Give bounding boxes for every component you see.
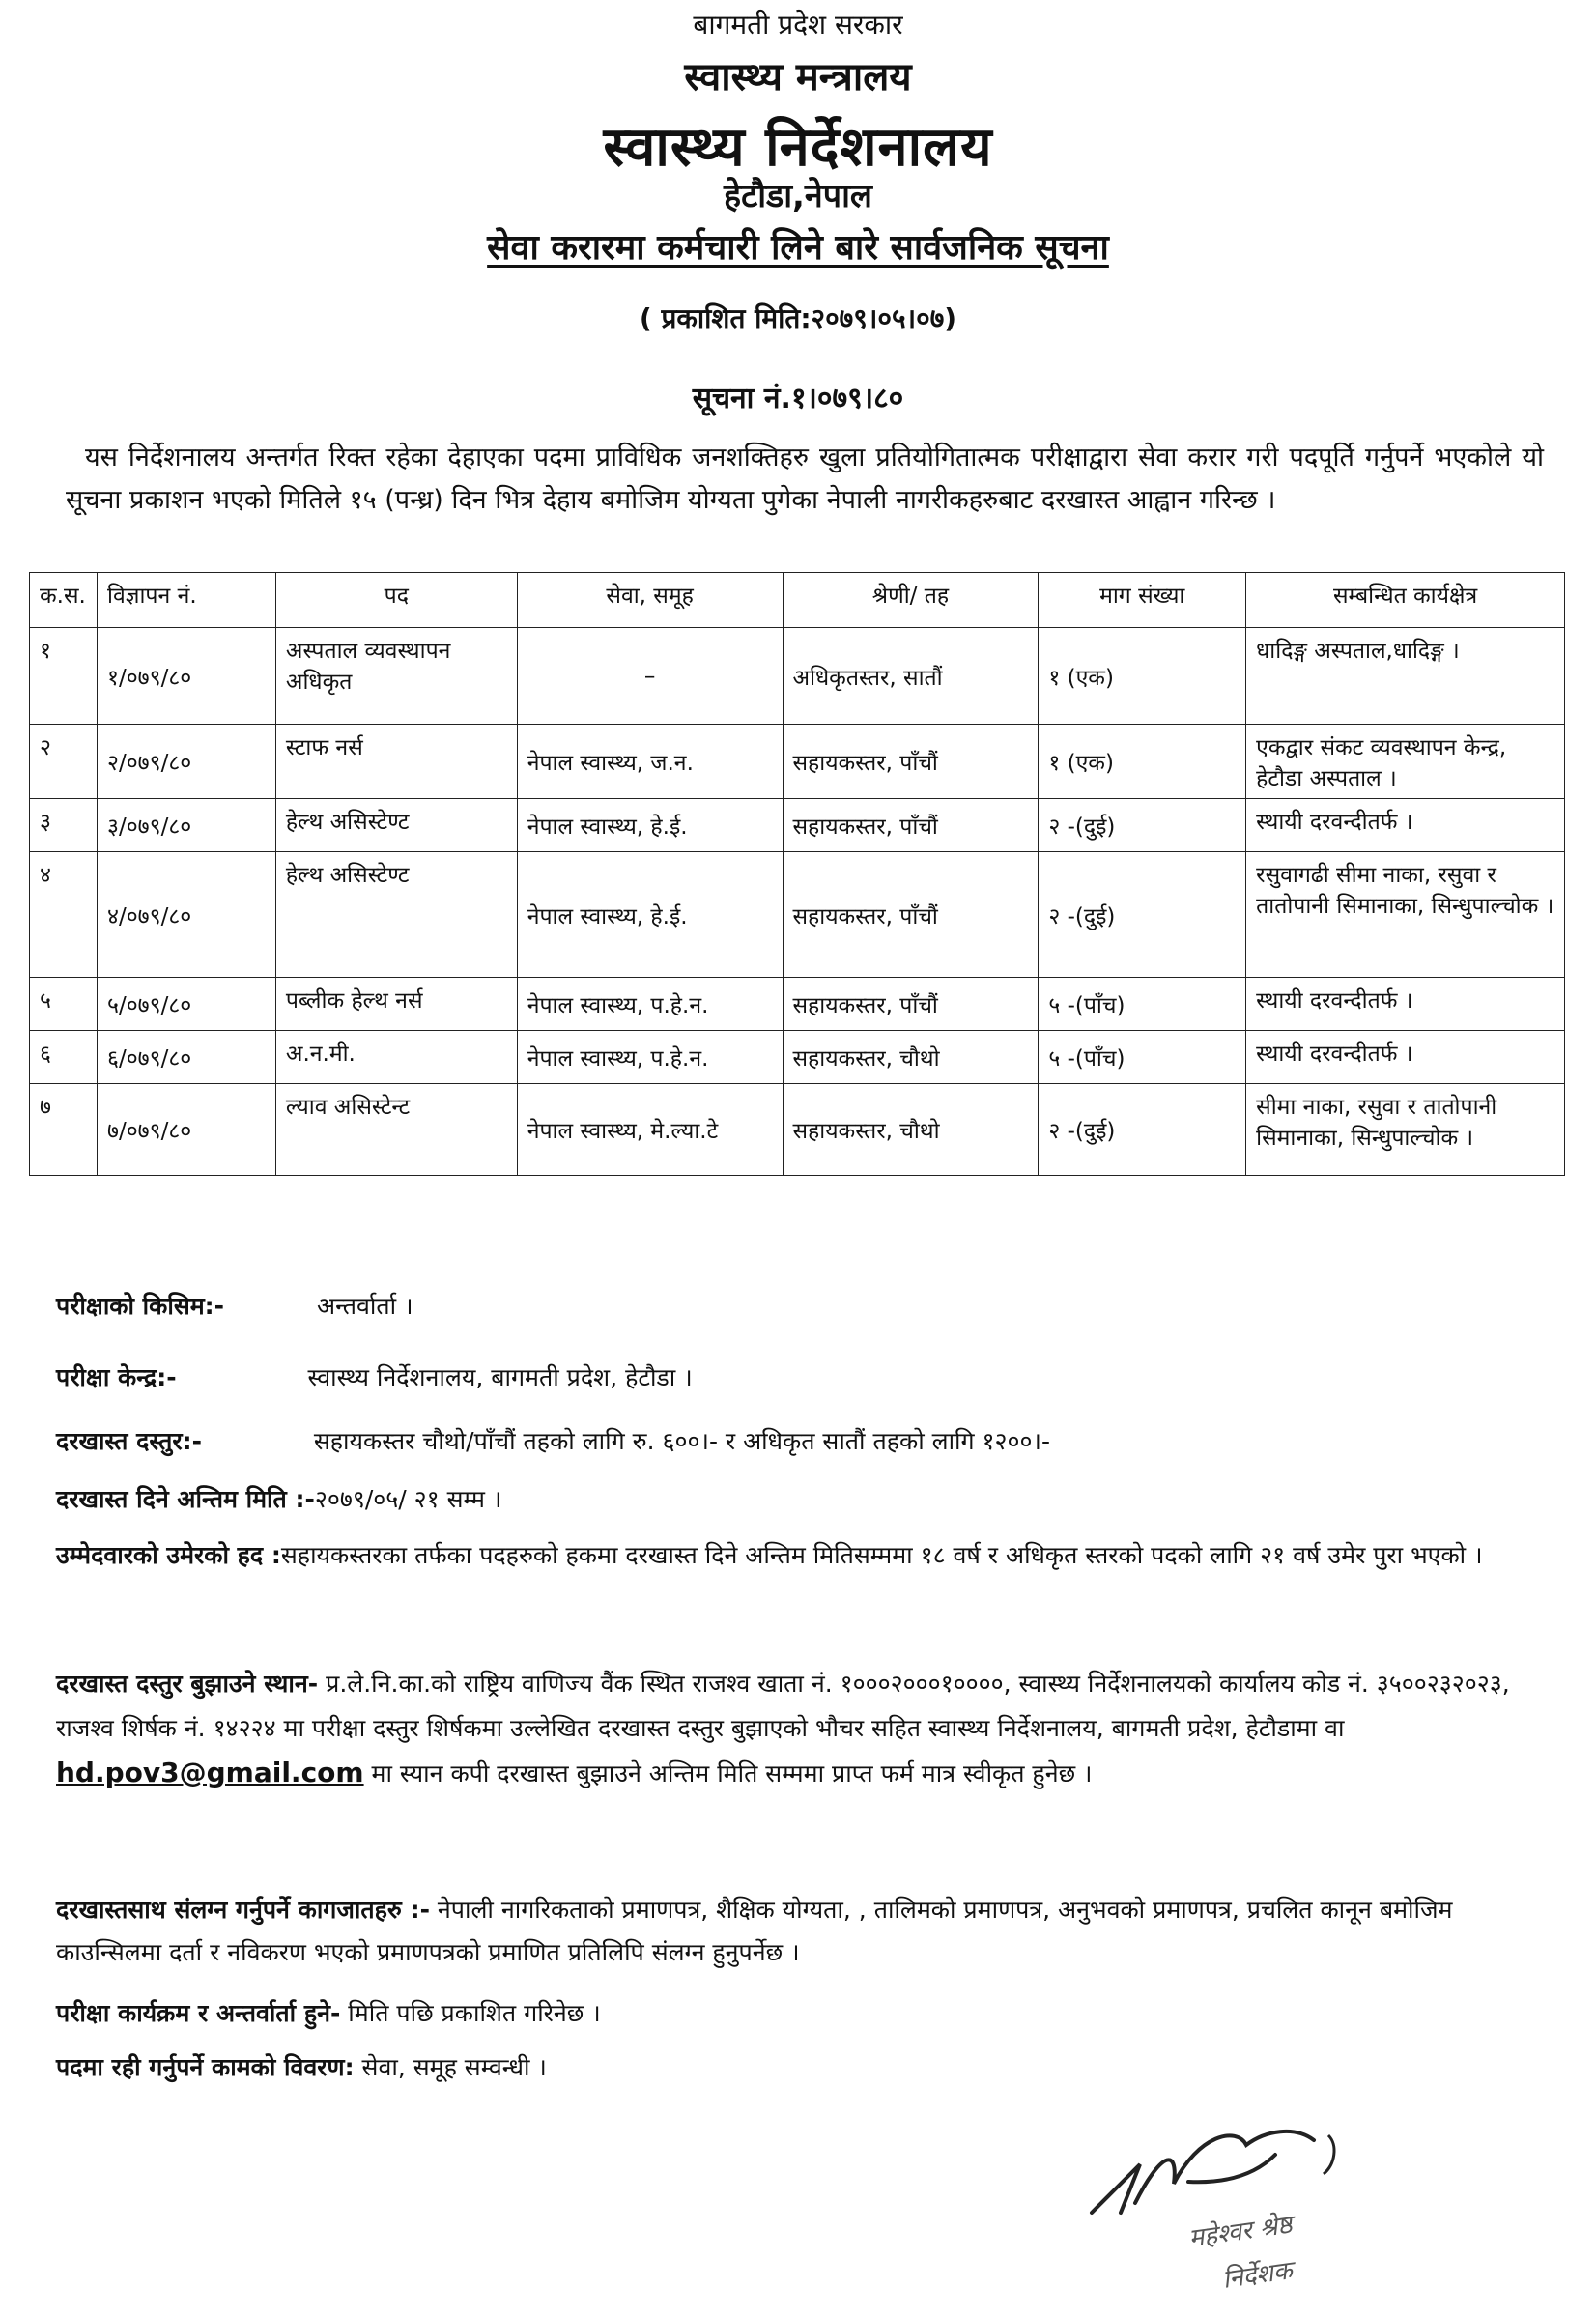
col-header-level: श्रेणी/ तह xyxy=(783,573,1039,628)
table-row xyxy=(30,978,1565,1031)
table-row xyxy=(30,1031,1565,1084)
published-date: ( प्रकाशित मिति:२०७९।०५।०७) xyxy=(639,302,957,334)
cell-serial: ४ xyxy=(30,852,98,978)
cell-service-group: नेपाल स्वास्थ्य, मे.ल्या.टे xyxy=(517,1084,783,1176)
cell-serial: ३ xyxy=(30,799,98,852)
schedule-label: परीक्षा कार्यक्रम र अन्तर्वार्ता हुने- xyxy=(56,1999,341,2027)
exam-center-value: स्वास्थ्य निर्देशनालय, बागमती प्रदेश, हेटौडा । xyxy=(307,1363,693,1391)
signatory-name: महेश्वर श्रेष्ठ xyxy=(1186,2210,1295,2254)
cell-level: सहायकस्तर, चौथो xyxy=(783,1031,1039,1084)
col-header-service-group: सेवा, समूह xyxy=(517,573,783,628)
cell-serial: ७ xyxy=(30,1084,98,1176)
cell-serial: १ xyxy=(30,628,98,725)
age-limit-value: सहायकस्तरका तर्फका पदहरुको हकमा दरखास्त दिने अन्तिम मितिसम्ममा १८ वर्ष र अधिकृत स्तरको पदको लागि २१ वर्ष उमेर पुरा भएको । xyxy=(280,1541,1483,1569)
table-row xyxy=(30,628,1565,725)
cell-serial: ५ xyxy=(30,978,98,1031)
cell-service-group: – xyxy=(517,628,783,725)
cell-level: सहायकस्तर, पाँचौं xyxy=(783,799,1039,852)
cell-demand: १ (एक) xyxy=(1039,628,1246,725)
table-row xyxy=(30,799,1565,852)
fee-label: दरखास्त दस्तुर:- xyxy=(56,1427,202,1455)
schedule-line xyxy=(56,1992,601,2035)
cell-level: अधिकृतस्तर, सातौं xyxy=(783,628,1039,725)
cell-ad-number: ६/०७९/८० xyxy=(97,1031,275,1084)
fee-line xyxy=(56,1420,1050,1463)
signature-icon xyxy=(1082,2097,1372,2232)
cell-post: अ.न.मी. xyxy=(275,1031,517,1084)
deadline-label: दरखास्त दिने अन्तिम मिति :- xyxy=(56,1485,315,1513)
cell-post: ल्याव असिस्टेन्ट xyxy=(275,1084,517,1176)
cell-ad-number: ३/०७९/८० xyxy=(97,799,275,852)
cell-post: स्टाफ नर्स xyxy=(275,725,517,799)
cell-level: सहायकस्तर, पाँचौं xyxy=(783,852,1039,978)
cell-post: हेल्थ असिस्टेण्ट xyxy=(275,799,517,852)
payment-label: दरखास्त दस्तुर बुझाउने स्थान- xyxy=(56,1670,319,1698)
cell-level: सहायकस्तर, पाँचौं xyxy=(783,978,1039,1031)
intro-paragraph: यस निर्देशनालय अन्तर्गत रिक्त रहेका देहाएका पदमा प्राविधिक जनशक्तिहरु खुला प्रतियोगितात्मक परीक्षाद्वारा सेवा करार गरी पदपूर्ति गर्नुपर्ने भएकोले यो सूचना प्रकाशन भएको मितिले १५ (पन्ध्र) दिन भित्र देहाय बमोजिम योग्यता पुगेका नेपाली नागरीकहरुबाट दरखास्त आह्वान गरिन्छ । xyxy=(66,443,1544,515)
cell-post: हेल्थ असिस्टेण्ट xyxy=(275,852,517,978)
notice-number: सूचना नं.१।०७९।८० xyxy=(692,382,904,415)
cell-demand: ५ -(पाँच) xyxy=(1039,978,1246,1031)
cell-workplace: एकद्वार संकट व्यवस्थापन केन्द्र, हेटौडा अस्पताल । xyxy=(1246,725,1565,799)
deadline-line xyxy=(56,1478,501,1521)
directorate-name: स्वास्थ्य निर्देशनालय xyxy=(603,116,993,179)
cell-ad-number: ७/०७९/८० xyxy=(97,1084,275,1176)
cell-demand: २ -(दुई) xyxy=(1039,799,1246,852)
cell-workplace: सीमा नाका, रसुवा र तातोपानी सिमानाका, सिन्धुपाल्चोक । xyxy=(1246,1084,1565,1176)
exam-center-line xyxy=(56,1357,693,1399)
exam-center-label: परीक्षा केन्द्र:- xyxy=(56,1363,177,1391)
col-header-serial: क.स. xyxy=(30,573,98,628)
ministry-name: स्वास्थ्य मन्त्रालय xyxy=(684,55,912,100)
table-header-row xyxy=(30,573,1565,628)
cell-post: पब्लीक हेल्थ नर्स xyxy=(275,978,517,1031)
fee-value: सहायकस्तर चौथो/पाँचौं तहको लागि रु. ६००।- र अधिकृत सातौं तहको लागि १२००।- xyxy=(313,1427,1051,1455)
cell-service-group: नेपाल स्वास्थ्य, प.हे.न. xyxy=(517,1031,783,1084)
table-row xyxy=(30,725,1565,799)
cell-ad-number: ५/०७९/८० xyxy=(97,978,275,1031)
exam-type-line xyxy=(56,1285,413,1328)
documents-value: नेपाली नागरिकताको प्रमाणपत्र, शैक्षिक योग्यता, , तालिमको प्रमाणपत्र, अनुभवको प्रमाणपत्र, प्रचलित कानून बमोजिम काउन्सिलमा दर्ता र नविकरण भएको प्रमाणपत्रको प्रमाणित प्रतिलिपि संलग्न हुनुपर्नेछ । xyxy=(56,1896,1453,1966)
cell-level: सहायकस्तर, पाँचौं xyxy=(783,725,1039,799)
cell-service-group: नेपाल स्वास्थ्य, हे.ई. xyxy=(517,799,783,852)
cell-serial: २ xyxy=(30,725,98,799)
payment-line xyxy=(56,1662,1544,1796)
notice-title-text: सेवा करारमा कर्मचारी लिने बारे सार्वजनिक सूचना xyxy=(487,228,1109,268)
job-description-line xyxy=(56,2046,547,2089)
col-header-post: पद xyxy=(275,573,517,628)
cell-ad-number: ४/०७९/८० xyxy=(97,852,275,978)
job-description-label: पदमा रही गर्नुपर्ने कामको विवरण: xyxy=(56,2053,355,2081)
job-description-value: सेवा, समूह सम्वन्धी । xyxy=(361,2053,547,2081)
cell-workplace: स्थायी दरवन्दीतर्फ । xyxy=(1246,799,1565,852)
email-link[interactable]: hd.pov3@gmail.com xyxy=(56,1757,364,1788)
signatory-title: निर्देशक xyxy=(1220,2256,1295,2295)
vacancy-table xyxy=(29,572,1565,1176)
cell-workplace: रसुवागढी सीमा नाका, रसुवा र तातोपानी सिमानाका, सिन्धुपाल्चोक । xyxy=(1246,852,1565,978)
col-header-demand: माग संख्या xyxy=(1039,573,1246,628)
schedule-value: मिति पछि प्रकाशित गरिनेछ । xyxy=(348,1999,601,2027)
cell-workplace: स्थायी दरवन्दीतर्फ । xyxy=(1246,978,1565,1031)
table-row xyxy=(30,852,1565,978)
documents-line xyxy=(56,1889,1544,1974)
cell-service-group: नेपाल स्वास्थ्य, प.हे.न. xyxy=(517,978,783,1031)
cell-serial: ६ xyxy=(30,1031,98,1084)
age-limit-line xyxy=(56,1534,1544,1577)
cell-workplace: स्थायी दरवन्दीतर्फ । xyxy=(1246,1031,1565,1084)
government-name: बागमती प्रदेश सरकार xyxy=(693,9,903,41)
cell-ad-number: १/०७९/८० xyxy=(97,628,275,725)
age-limit-label: उम्मेदवारको उमेरको हद : xyxy=(56,1541,281,1569)
table-row xyxy=(30,1084,1565,1176)
payment-text-end: मा स्यान कपी दरखास्त बुझाउने अन्तिम मिति सम्ममा प्राप्त फर्म मात्र स्वीकृत हुनेछ । xyxy=(371,1759,1093,1788)
notice-title xyxy=(0,222,1596,270)
cell-service-group: नेपाल स्वास्थ्य, हे.ई. xyxy=(517,852,783,978)
cell-workplace: धादिङ्ग अस्पताल,धादिङ्ग । xyxy=(1246,628,1565,725)
exam-type-value: अन्तर्वार्ता । xyxy=(316,1292,413,1320)
office-location: हेटौडा,नेपाल xyxy=(724,177,872,215)
cell-demand: २ -(दुई) xyxy=(1039,1084,1246,1176)
cell-demand: २ -(दुई) xyxy=(1039,852,1246,978)
cell-ad-number: २/०७९/८० xyxy=(97,725,275,799)
cell-demand: ५ -(पाँच) xyxy=(1039,1031,1246,1084)
col-header-ad-number: विज्ञापन नं. xyxy=(97,573,275,628)
documents-label: दरखास्तसाथ संलग्न गर्नुपर्ने कागजातहरु :- xyxy=(56,1896,430,1924)
payment-text: प्र.ले.नि.का.को राष्ट्रिय वाणिज्य वैंक स्थित राजश्व खाता नं. १०००२०००१००००, स्वास्थ्य निर्देशनालयको कार्यालय कोड नं. ३५००२३२०२३, राजश्व शिर्षक नं. १४२२४ मा परीक्षा दस्तुर शिर्षकमा उल्लेखित दरखास्त दस्तुर बुझाएको भौचर सहित स्वास्थ्य निर्देशनालय, बागमती प्रदेश, हेटौडामा वा xyxy=(56,1670,1510,1742)
col-header-workplace: सम्बन्धित कार्यक्षेत्र xyxy=(1246,573,1565,628)
cell-post: अस्पताल व्यवस्थापन अधिकृत xyxy=(275,628,517,725)
cell-level: सहायकस्तर, चौथो xyxy=(783,1084,1039,1176)
exam-type-label: परीक्षाको किसिम:- xyxy=(56,1292,225,1320)
cell-demand: १ (एक) xyxy=(1039,725,1246,799)
deadline-value: २०७९/०५/ २१ सम्म । xyxy=(314,1485,502,1513)
cell-service-group: नेपाल स्वास्थ्य, ज.न. xyxy=(517,725,783,799)
